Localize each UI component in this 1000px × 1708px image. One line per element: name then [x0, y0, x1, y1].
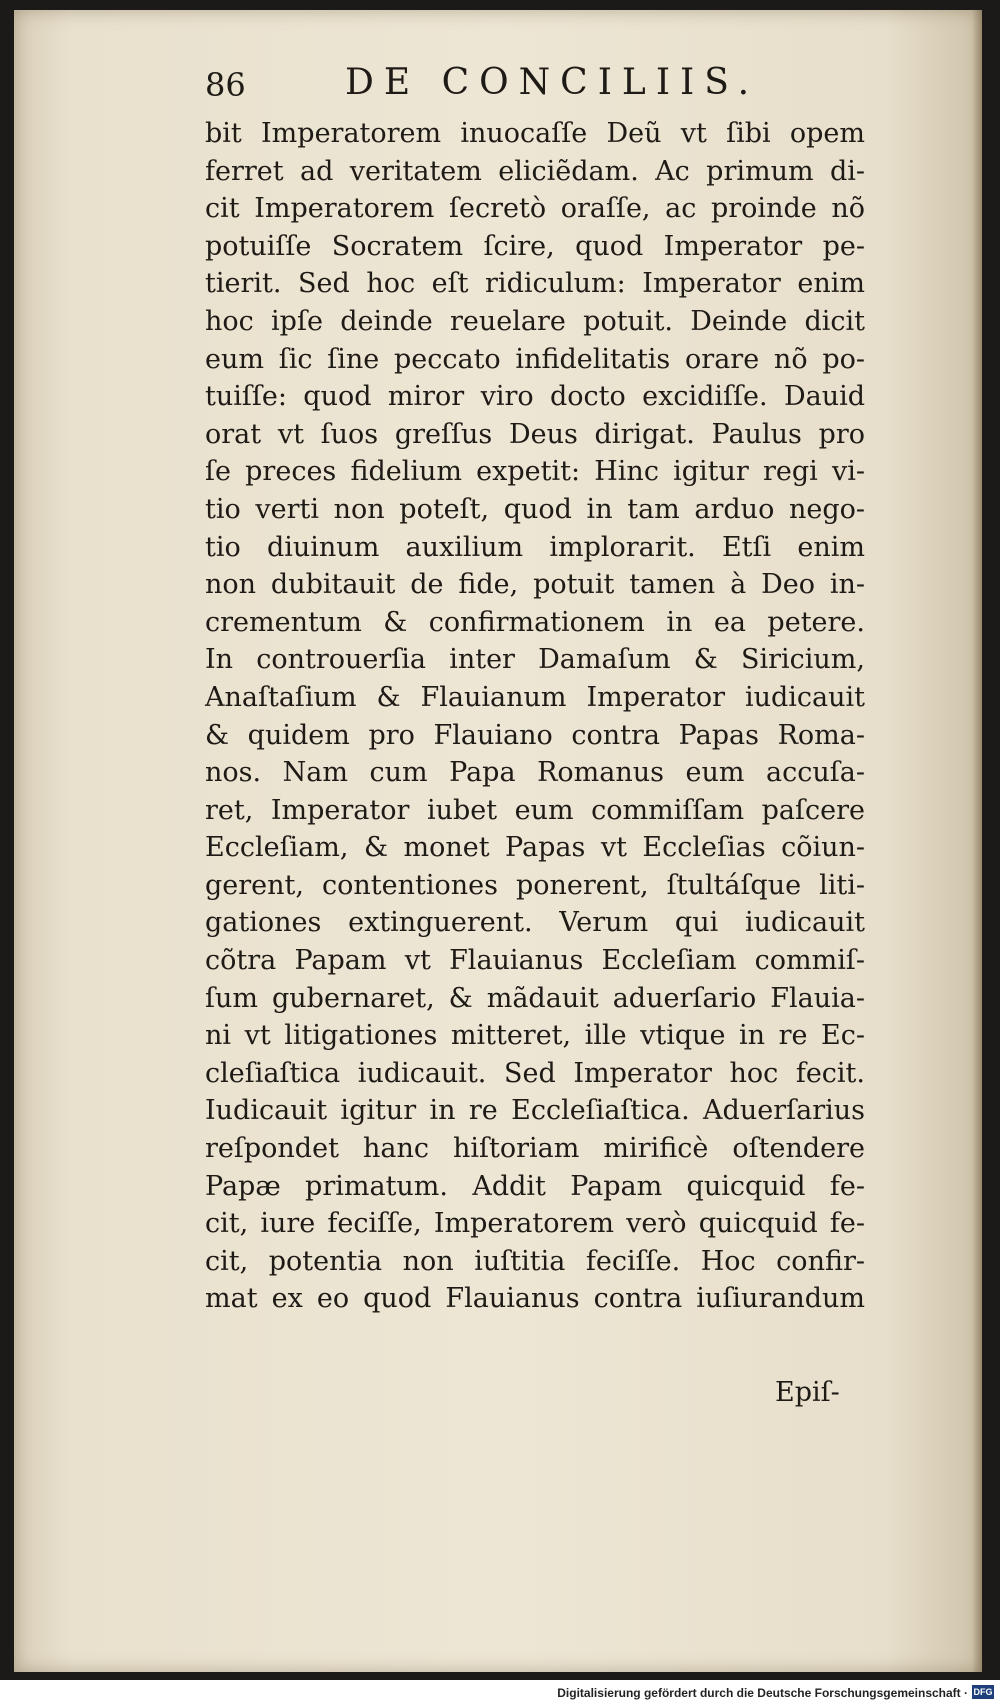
text-line: ni vt litigationes mitteret, ille vtique in re Ec- — [205, 1020, 865, 1052]
text-line: non dubitauit de fide, potuit tamen à Deo in- — [205, 569, 865, 601]
catchword: Epiſ- — [775, 1377, 840, 1408]
text-line: hoc ipſe deinde reuelare potuit. Deinde dicit — [205, 305, 865, 337]
text-line: tio verti non poteſt, quod in tam arduo nego- — [205, 493, 865, 525]
page-edge — [972, 10, 982, 1672]
body-text — [205, 115, 865, 1318]
text-line: Iudicauit igitur in re Eccleſiaſtica. Aduerſarius — [205, 1095, 865, 1127]
text-line: crementum & confirmationem in ea petere. — [205, 606, 865, 638]
text-line: nos. Nam cum Papa Romanus eum accuſa- — [205, 757, 865, 789]
text-line: tierit. Sed hoc eſt ridiculum: Imperator enim — [205, 268, 865, 300]
text-line: In controuerſia inter Damaſum & Siricium, — [205, 644, 865, 676]
text-line: mat ex eo quod Flauianus contra iuſiurandum — [205, 1283, 865, 1315]
text-line: cit, potentia non iuſtitia feciſſe. Hoc confir- — [205, 1245, 865, 1277]
text-line: ferret ad veritatem eliciẽdam. Ac primum di- — [205, 155, 865, 187]
footer-bar — [0, 1680, 1000, 1708]
page-number: 86 — [205, 66, 246, 104]
text-line: ſe preces fidelium expetit: Hinc igitur regi vi- — [205, 456, 865, 488]
text-line: gerent, contentiones ponerent, ſtultáſque liti- — [205, 869, 865, 901]
text-line: cõtra Papam vt Flauianus Eccleſiam commiſ- — [205, 945, 865, 977]
text-line: Papæ primatum. Addit Papam quicquid fe- — [205, 1170, 865, 1202]
text-line: potuiſſe Socratem ſcire, quod Imperator pe- — [205, 230, 865, 262]
text-line: ret, Imperator iubet eum commiſſam paſcere — [205, 794, 865, 826]
text-line: & quidem pro Flauiano contra Papas Roma- — [205, 719, 865, 751]
text-line: Eccleſiam, & monet Papas vt Eccleſias cõiun- — [205, 832, 865, 864]
text-line: bit Imperatorem inuocaſſe Deũ vt ſibi opem — [205, 118, 865, 149]
text-line: Anaſtaſium & Flauianum Imperator iudicauit — [205, 681, 865, 713]
text-line: cit, iure feciſſe, Imperatorem verò quicquid fe- — [205, 1208, 865, 1240]
text-line: tio diuinum auxilium implorarit. Etſi enim — [205, 531, 865, 563]
text-line: orat vt ſuos greſſus Deus dirigat. Paulus pro — [205, 418, 865, 450]
text-line: cit Imperatorem ſecretò oraſſe, ac proinde nõ — [205, 193, 865, 225]
text-line: tuiſſe: quod miror viro docto excidiſſe. Dauid — [205, 381, 865, 413]
dfg-logo: DFG — [973, 1687, 993, 1697]
running-title: DE CONCILIIS. — [345, 62, 760, 103]
text-line: reſpondet hanc hiſtoriam mirificè oſtendere — [205, 1133, 865, 1165]
funding-credit: Digitalisierung gefördert durch die Deutsche Forschungsgemeinschaft · — [557, 1686, 968, 1700]
text-line: cleſiaſtica iudicauit. Sed Imperator hoc fecit. — [205, 1057, 865, 1089]
text-line: gationes extinguerent. Verum qui iudicauit — [205, 907, 865, 939]
text-line: ſum gubernaret, & mãdauit aduerſario Flauia- — [205, 982, 865, 1014]
text-line: eum ſic ſine peccato infidelitatis orare nõ po- — [205, 343, 865, 375]
page-header — [205, 62, 865, 112]
